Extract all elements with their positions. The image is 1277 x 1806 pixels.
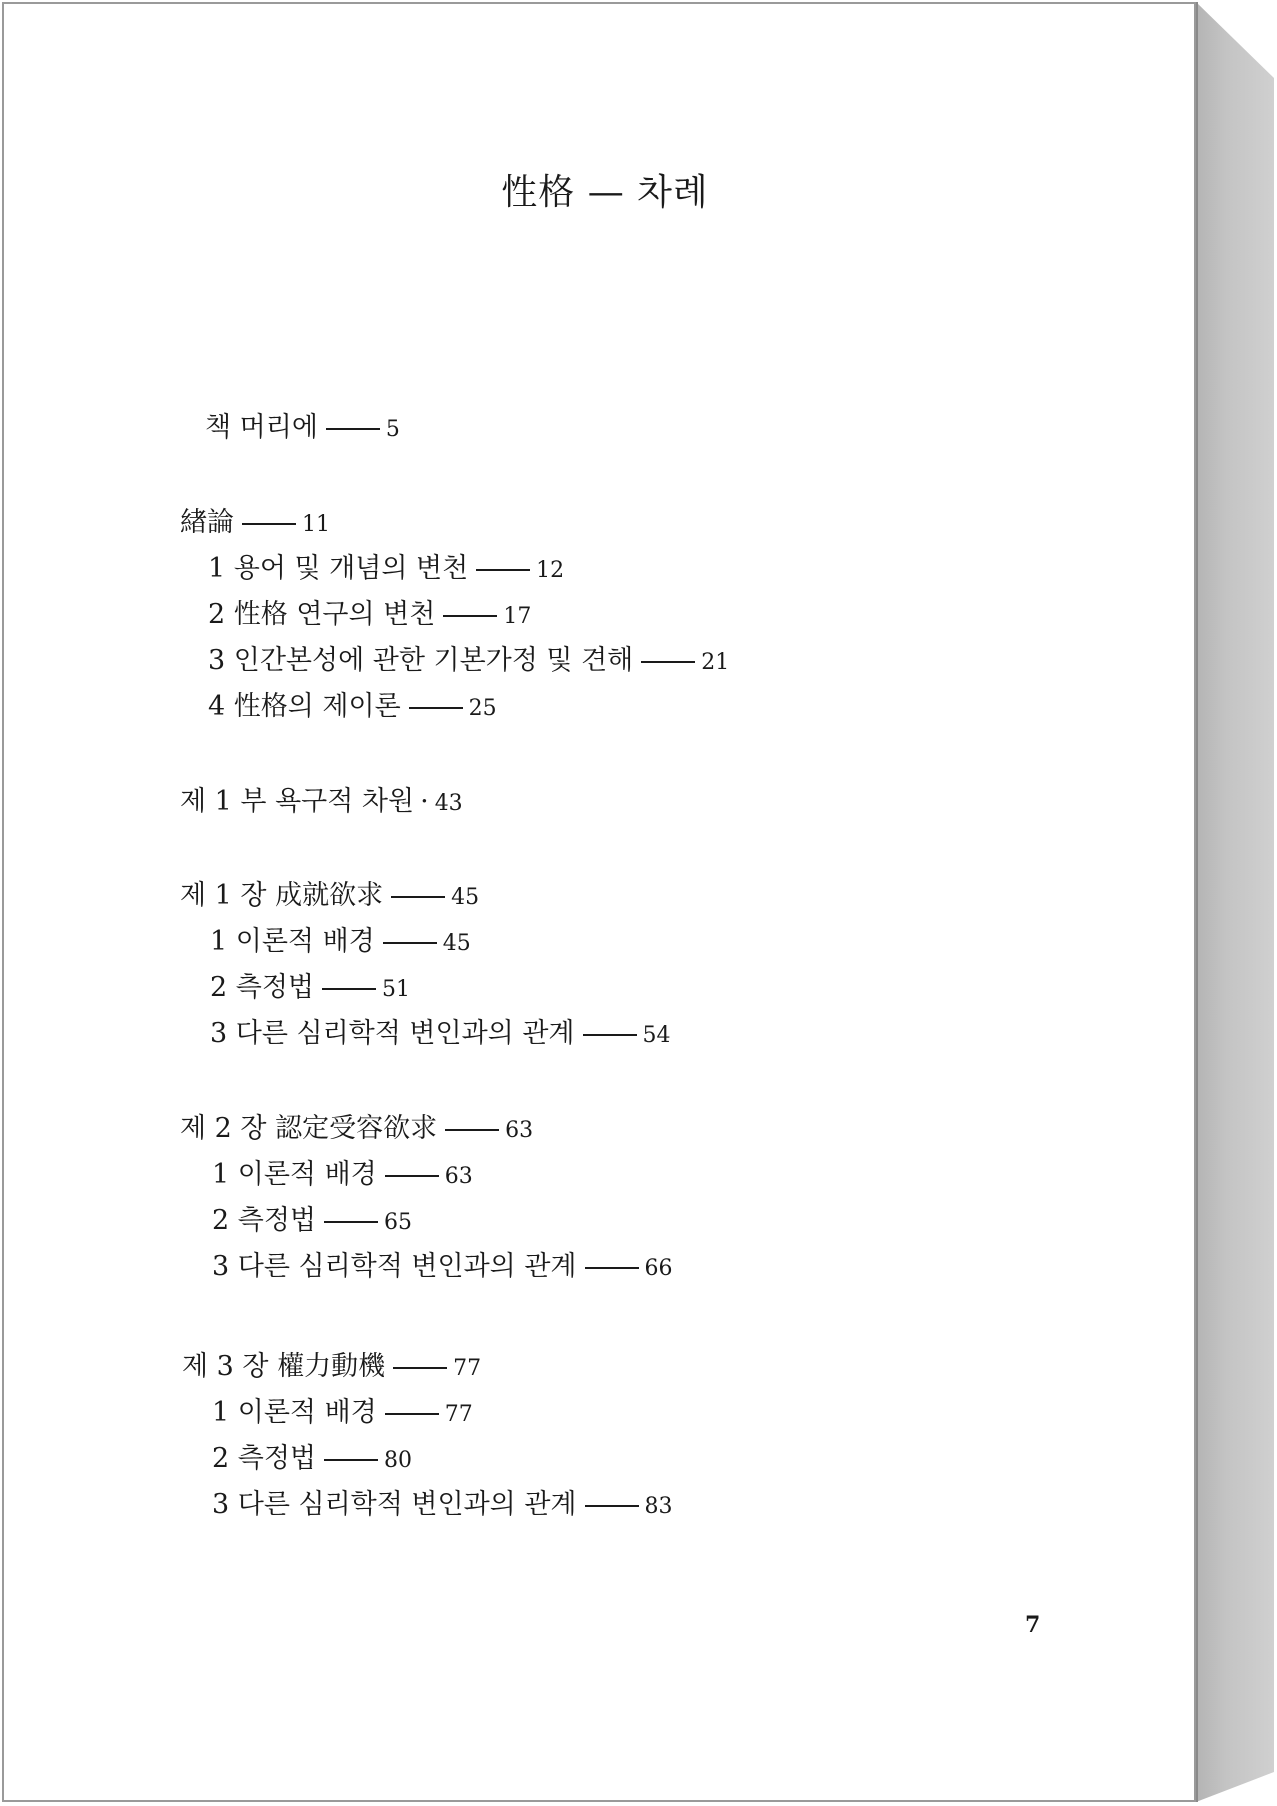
toc-page-number: 45 — [451, 885, 480, 910]
leader-dash — [242, 523, 296, 525]
toc-entry-chapter — [180, 1111, 533, 1149]
toc-page-number: 21 — [701, 650, 730, 675]
toc-entry-part — [180, 784, 463, 822]
toc-page-number: 43 — [434, 791, 463, 816]
toc-entry-section — [208, 597, 531, 635]
leader-dash — [583, 1034, 637, 1036]
toc-page-number: 83 — [644, 1494, 673, 1519]
leader-dash — [322, 988, 376, 990]
toc-entry-text: 제 1 장 成就欲求 — [180, 880, 384, 911]
toc-page-number: 25 — [468, 696, 497, 721]
leader-dash — [585, 1267, 639, 1269]
leader-dash — [385, 1175, 439, 1177]
toc-entry-text: 책 머리에 — [205, 412, 318, 443]
toc-page-number: 80 — [384, 1448, 413, 1473]
toc-entry-section — [212, 1487, 673, 1525]
toc-entry-text: 4 性格의 제이론 — [208, 691, 401, 722]
toc-entry-introduction — [180, 505, 330, 543]
toc-entry-preface — [205, 410, 400, 448]
leader-dash — [383, 942, 437, 944]
toc-entry-text: 1 이론적 배경 — [210, 926, 375, 957]
toc-entry-text: 제 2 장 認定受容欲求 — [180, 1113, 438, 1144]
toc-page-number: 51 — [382, 977, 411, 1002]
separator-dot: · — [420, 786, 429, 817]
toc-page-number: 63 — [505, 1118, 534, 1143]
toc-entry-text: 3 다른 심리학적 변인과의 관계 — [212, 1489, 577, 1520]
toc-entry-text: 1 이론적 배경 — [212, 1159, 377, 1190]
toc-entry-section — [210, 924, 471, 962]
toc-entry-text: 2 性格 연구의 변천 — [208, 599, 436, 630]
leader-dash — [445, 1129, 499, 1131]
toc-page-number: 12 — [536, 558, 565, 583]
leader-dash — [324, 1459, 378, 1461]
toc-entry-text: 3 다른 심리학적 변인과의 관계 — [210, 1018, 575, 1049]
page-stack-edge — [1196, 2, 1274, 1802]
toc-entry-chapter — [182, 1349, 481, 1387]
toc-page-number: 17 — [503, 604, 532, 629]
toc-entry-text: 2 측정법 — [212, 1205, 317, 1236]
toc-entry-section — [208, 689, 497, 727]
leader-dash — [443, 615, 497, 617]
toc-entry-text: 제 1 부 욕구적 차원 — [180, 786, 415, 817]
toc-page-number: 11 — [302, 512, 330, 537]
toc-page-number: 63 — [444, 1164, 473, 1189]
toc-entry-text: 2 측정법 — [212, 1443, 317, 1474]
toc-entry-section — [210, 1016, 671, 1054]
leader-dash — [393, 1367, 447, 1369]
leader-dash — [324, 1221, 378, 1223]
toc-page-number: 77 — [444, 1402, 473, 1427]
toc-entry-text: 1 이론적 배경 — [212, 1397, 377, 1428]
toc-entry-section — [210, 970, 410, 1008]
toc-entry-section — [212, 1249, 673, 1287]
page-title: 性格 — 차례 — [501, 172, 709, 213]
leader-dash — [391, 896, 445, 898]
toc-entry-text: 제 3 장 權力動機 — [182, 1351, 386, 1382]
leader-dash — [409, 707, 463, 709]
leader-dash — [385, 1413, 439, 1415]
page-edge-line — [1196, 2, 1198, 1802]
toc-entry-section — [212, 1441, 412, 1479]
toc-entry-text: 1 용어 및 개념의 변천 — [208, 553, 469, 584]
toc-entry-text: 3 다른 심리학적 변인과의 관계 — [212, 1251, 577, 1282]
toc-entry-text: 2 측정법 — [210, 972, 315, 1003]
toc-entry-chapter — [180, 878, 479, 916]
toc-entry-text: 緖論 — [180, 507, 234, 538]
leader-dash — [326, 428, 380, 430]
toc-entry-section — [212, 1395, 473, 1433]
leader-dash — [641, 661, 695, 663]
toc-entry-section — [212, 1203, 412, 1241]
toc-entry-text: 3 인간본성에 관한 기본가정 및 견해 — [208, 645, 634, 676]
toc-page-number: 54 — [642, 1023, 671, 1048]
toc-page-number: 66 — [644, 1256, 673, 1281]
leader-dash — [476, 569, 530, 571]
toc-page-number: 77 — [453, 1356, 482, 1381]
toc-page-number: 5 — [385, 417, 400, 442]
toc-entry-section — [208, 643, 729, 681]
leader-dash — [585, 1505, 639, 1507]
toc-entry-section — [208, 551, 564, 589]
page-number: 7 — [1025, 1612, 1041, 1638]
toc-entry-section — [212, 1157, 473, 1195]
toc-page-number: 65 — [384, 1210, 413, 1235]
toc-page-number: 45 — [442, 931, 471, 956]
